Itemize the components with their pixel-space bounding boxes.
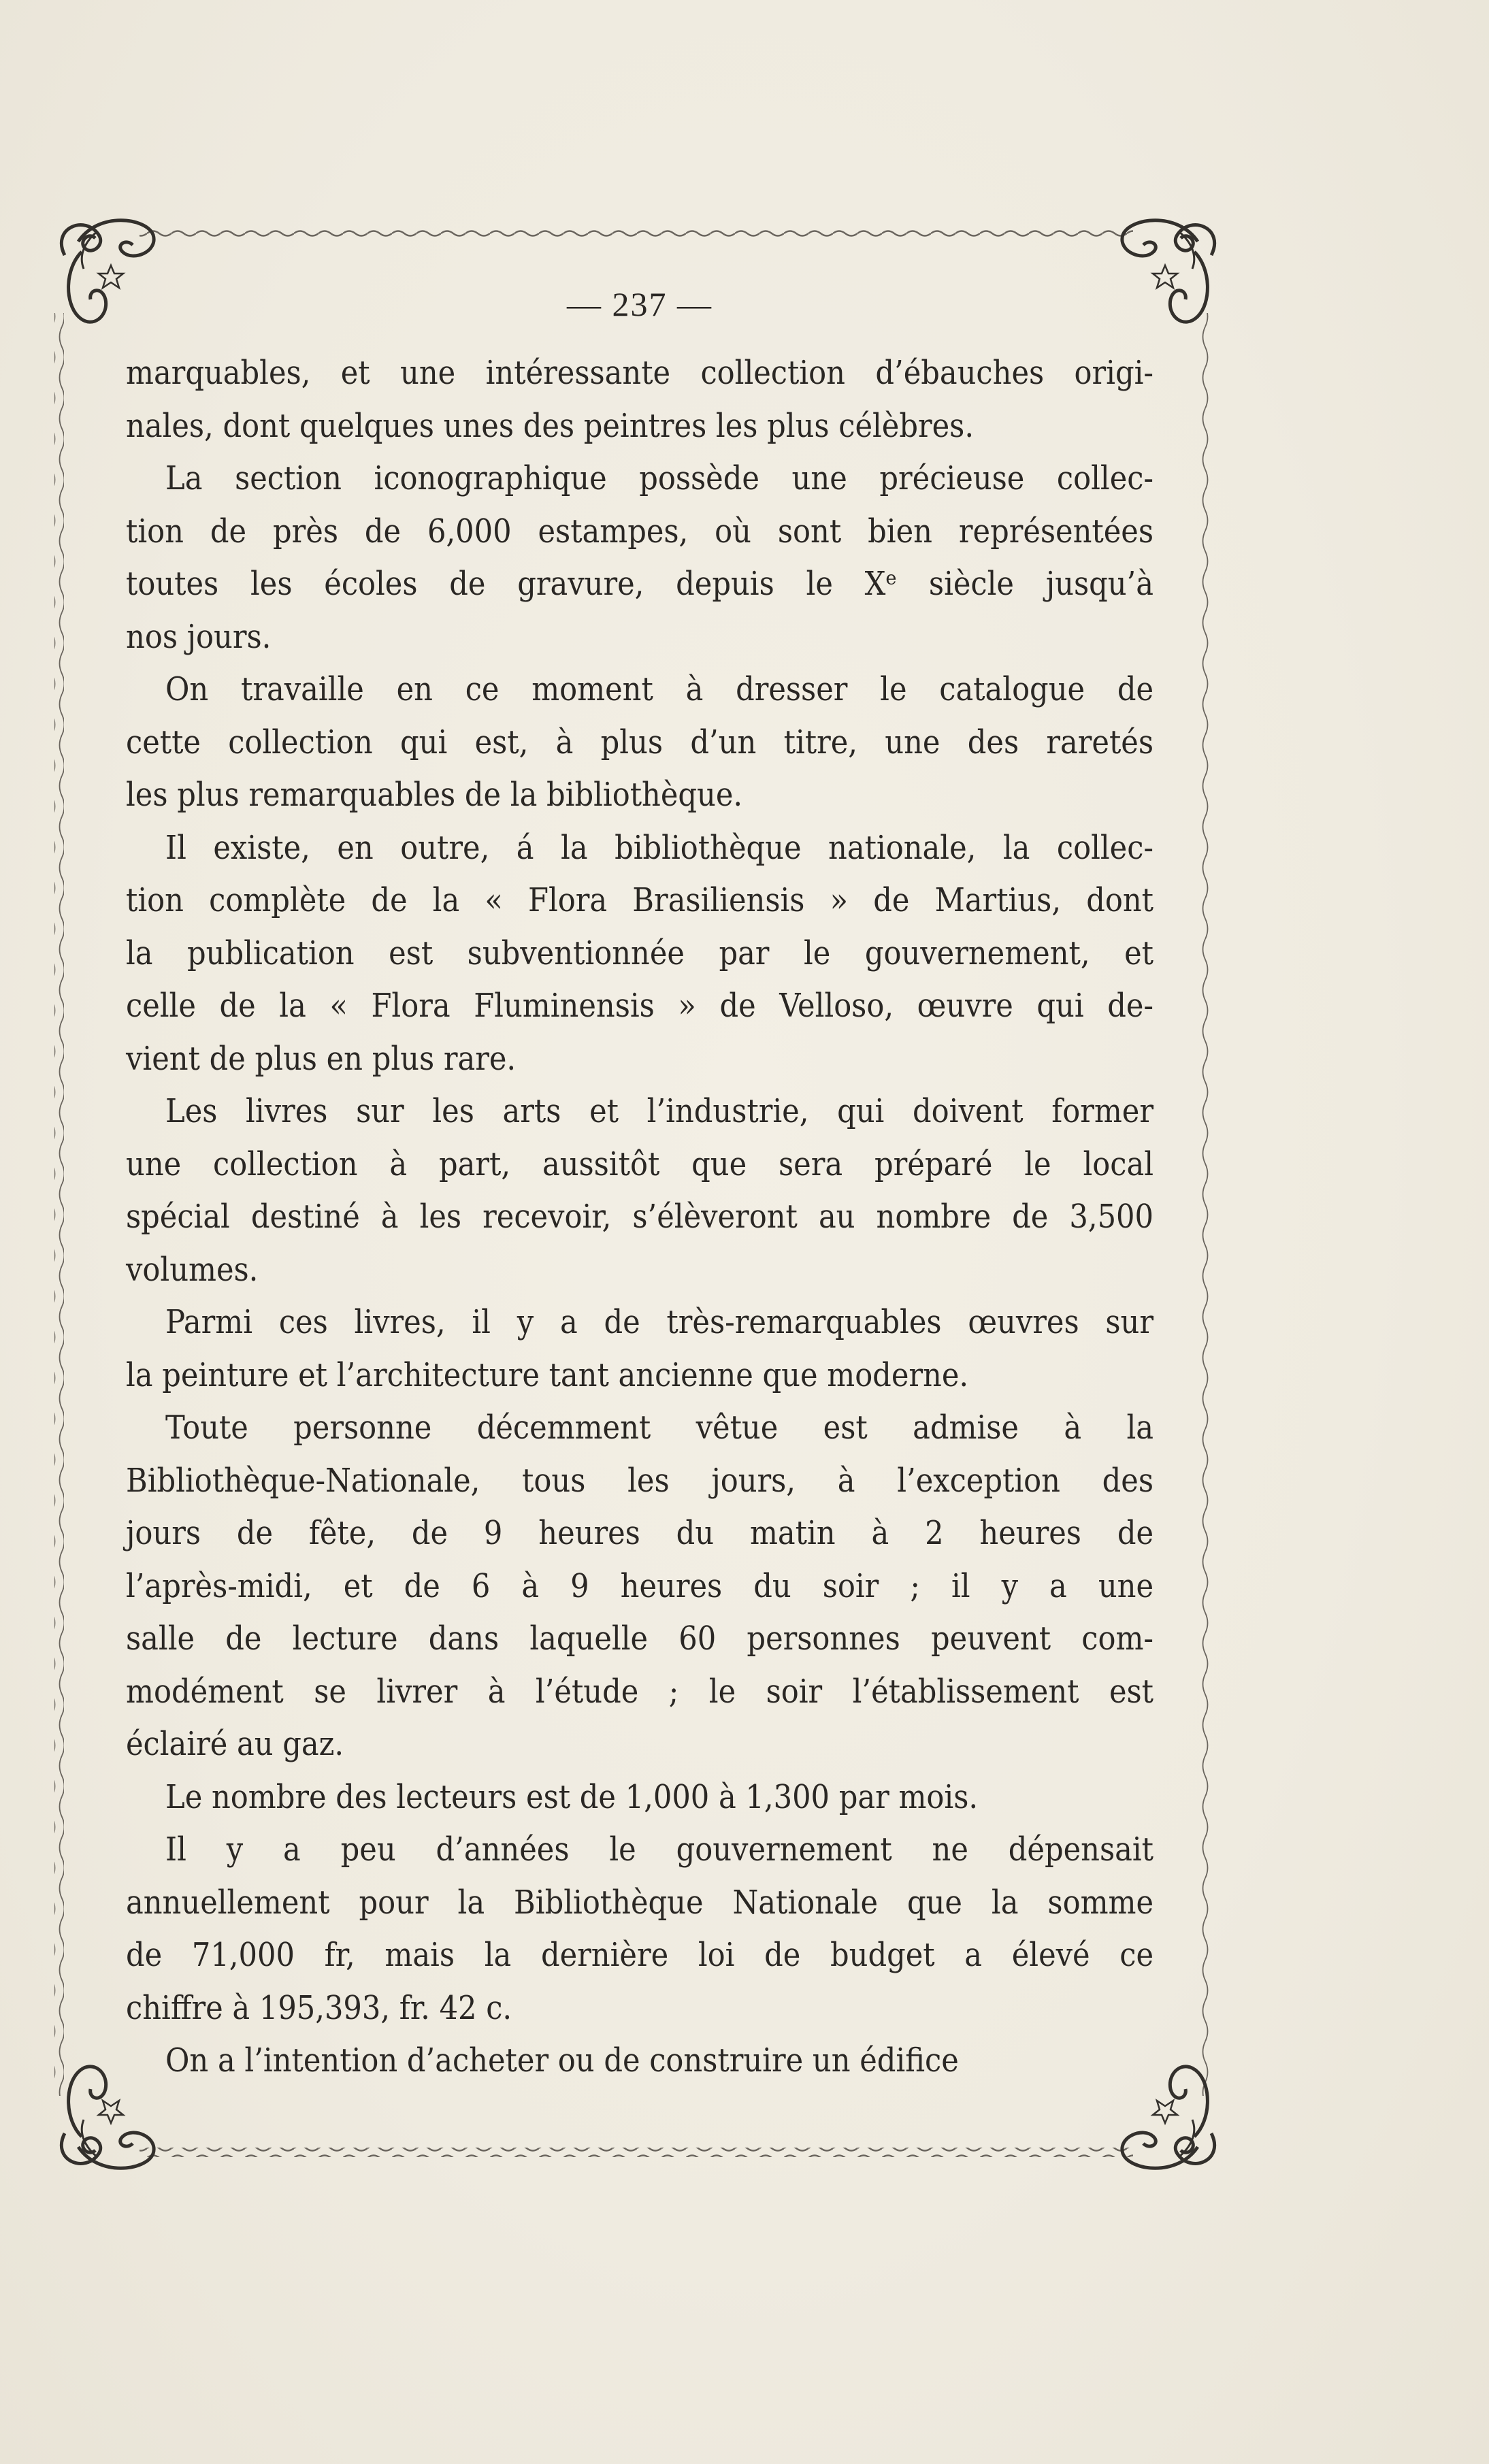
- text-line: Bibliothèque-Nationale, tous les jours, à l’exception des: [126, 1461, 1153, 1500]
- text-line: chiffre à 195,393, fr. 42 c.: [126, 1988, 512, 2027]
- text-line: spécial destiné à les recevoir, s’élèveront au nombre de 3,500: [126, 1198, 1153, 1236]
- paragraph: [126, 1296, 1153, 1402]
- text-line: salle de lecture dans laquelle 60 personnes peuvent com-: [126, 1620, 1153, 1658]
- text-line: la publication est subventionnée par le gouvernement, et: [126, 934, 1153, 972]
- text-line: vient de plus en plus rare.: [126, 1039, 517, 1078]
- text-line: Le nombre des lecteurs est de 1,000 à 1,300 par mois.: [165, 1777, 979, 1816]
- text-line: tion complète de la « Flora Brasiliensis » de Martius, dont: [126, 881, 1153, 919]
- paragraph: [126, 453, 1153, 663]
- text-line: On a l’intention d’acheter ou de construire un édifice: [165, 2041, 959, 2080]
- text-line: On travaille en ce moment à dresser le catalogue de: [165, 670, 1153, 708]
- text-line: modément se livrer à l’étude ; le soir l’établissement est: [126, 1672, 1153, 1711]
- paragraph: [126, 347, 1153, 453]
- paragraph: [126, 2035, 1153, 2088]
- text-line: tion de près de 6,000 estampes, où sont bien représentées: [126, 512, 1153, 551]
- body-text: [126, 347, 1153, 2088]
- paragraph: [126, 663, 1153, 822]
- text-line: Il y a peu d’années le gouvernement ne dépensait: [165, 1830, 1153, 1869]
- text-line: Il existe, en outre, á la bibliothèque nationale, la collec-: [165, 828, 1153, 867]
- text-line: La section iconographique possède une précieuse collec-: [165, 459, 1153, 497]
- text-line: jours de fête, de 9 heures du matin à 2 heures de: [126, 1514, 1153, 1552]
- text-line: Parmi ces livres, il y a de très-remarquables œuvres sur: [165, 1303, 1153, 1341]
- paragraph: [126, 822, 1153, 1086]
- text-line: cette collection qui est, à plus d’un titre, une des raretés: [126, 723, 1153, 761]
- text-line: Toute personne décemment vêtue est admise à la: [165, 1409, 1153, 1447]
- text-line: volumes.: [126, 1250, 259, 1289]
- text-line: l’après-midi, et de 6 à 9 heures du soir ; il y a une: [126, 1566, 1153, 1605]
- paragraph: [126, 1085, 1153, 1296]
- text-line: nos jours.: [126, 617, 272, 656]
- text-line: la peinture et l’architecture tant ancienne que moderne.: [126, 1356, 969, 1394]
- text-line: les plus remarquables de la bibliothèque.: [126, 776, 743, 814]
- paragraph: [126, 1824, 1153, 2035]
- text-line: une collection à part, aussitôt que sera préparé le local: [126, 1145, 1153, 1183]
- text-line: de 71,000 fr, mais la dernière loi de budget a élevé ce: [126, 1936, 1153, 1974]
- text-line: Les livres sur les arts et l’industrie, qui doivent former: [165, 1092, 1153, 1130]
- paragraph: [126, 1402, 1153, 1771]
- text-line: annuellement pour la Bibliothèque Nationale que la somme: [126, 1883, 1153, 1922]
- paragraph: [126, 1771, 1153, 1824]
- top-border: [140, 230, 1133, 240]
- text-line: nales, dont quelques unes des peintres les plus célèbres.: [126, 406, 975, 445]
- text-line: toutes les écoles de gravure, depuis le Xᵉ siècle jusqu’à: [126, 565, 1153, 603]
- text-line: éclairé au gaz.: [126, 1725, 344, 1763]
- text-line: marquables, et une intéressante collection d’ébauches origi-: [126, 354, 1153, 392]
- text-line: celle de la « Flora Fluminensis » de Velloso, œuvre qui de-: [126, 987, 1153, 1025]
- page-number: — 237 —: [567, 285, 713, 323]
